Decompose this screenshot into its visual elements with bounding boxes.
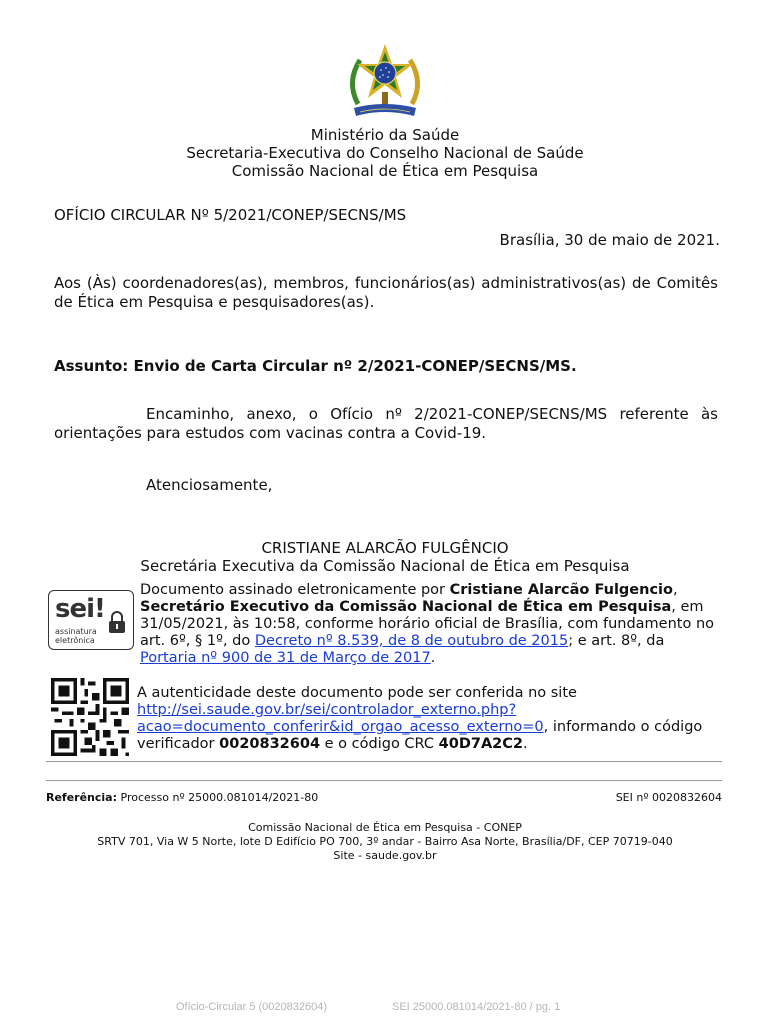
reference-label: Referência: <box>46 791 118 804</box>
reference-line <box>46 791 318 805</box>
subject-line: Assunto: Envio de Carta Circular nº 2/2021-CONEP/SECNS/MS. <box>54 357 577 375</box>
sei-signature-badge <box>48 590 134 650</box>
signer-name-bold: Cristiane Alarcão Fulgencio <box>449 582 673 598</box>
page-footer-document: Ofício-Circular 5 (0020832604) <box>176 1001 328 1013</box>
signer-name: CRISTIANE ALARCÃO FULGÊNCIO <box>261 539 509 557</box>
verification-code: 0020832604 <box>219 736 321 752</box>
signer-role-bold: Secretário Executivo da Comissão Nacional de Ética em Pesquisa <box>140 599 672 615</box>
footer-address: SRTV 701, Via W 5 Norte, lote D Edifício PO 700, 3º andar - Bairro Asa Norte, Brasília/DF, CEP 70719-040 <box>97 835 673 848</box>
lock-icon <box>107 611 127 635</box>
verification-link[interactable] <box>137 702 544 735</box>
verification-link-line1: http://sei.saude.gov.br/sei/controlador_externo.php? <box>137 702 517 718</box>
closing-text: Atenciosamente, <box>146 476 273 494</box>
electronic-signature-text: Documento assinado eletronicamente por Cristiane Alarcão Fulgencio, Secretário Executivo da Comissão Nacional de Ética em Pesquisa, em 31/05/2021, às 10:58, conforme horário oficial de Brasília, com fundamento no art. 6º, § 1º, do Decreto nº 8.539, de 8 de outubro de 2015; e art. 8º, da Portaria nº 900 de 31 de Março de 2017. <box>140 582 715 666</box>
secretariat-name: Secretaria-Executiva do Conselho Nacional de Saúde <box>186 144 584 162</box>
decree-link[interactable]: Decreto nº 8.539, de 8 de outubro de 2015 <box>254 633 569 649</box>
sei-logo: sei! <box>55 594 105 624</box>
ribbon-banner <box>354 104 416 116</box>
signer-role: Secretária Executiva da Comissão Nacional de Ética em Pesquisa <box>140 557 630 575</box>
qr-code <box>48 678 132 756</box>
footer-commission: Comissão Nacional de Ética em Pesquisa - CONEP <box>248 821 522 834</box>
authenticity-text: A autenticidade deste documento pode ser conferida no site http://sei.saude.gov.br/sei/controlador_externo.php? acao=documento_conferir&id_orgao_acesso_externo=0, informando o código verificador 0020832604 e o código CRC 40D7A2C2. <box>137 685 703 752</box>
separator-line-2 <box>46 780 722 781</box>
verification-link-line2: acao=documento_conferir&id_orgao_acesso_externo=0 <box>137 719 544 735</box>
ministry-name: Ministério da Saúde <box>310 126 460 144</box>
ordinance-link[interactable]: Portaria nº 900 de 31 de Março de 2017 <box>140 650 431 666</box>
office-number: OFÍCIO CIRCULAR Nº 5/2021/CONEP/SECNS/MS <box>54 206 407 224</box>
commission-name: Comissão Nacional de Ética em Pesquisa <box>231 162 539 180</box>
sei-badge-caption: assinatura eletrônica <box>55 627 97 645</box>
recipients-paragraph: Aos (Às) coordenadores(as), membros, funcionários(as) administrativos(as) de Comitês de Ética em Pesquisa e pesquisadores(as). <box>54 274 718 311</box>
separator-line <box>46 761 722 762</box>
body-paragraph: Encaminho, anexo, o Ofício nº 2/2021-CONEP/SECNS/MS referente às orientações para estudos com vacinas contra a Covid-19. <box>54 405 718 442</box>
page-footer-process: SEI 25000.081014/2021-80 / pg. 1 <box>392 1001 561 1013</box>
date-line: Brasília, 30 de maio de 2021. <box>499 231 720 249</box>
sei-number: SEI nº 0020832604 <box>615 791 722 804</box>
footer-site: Site - saude.gov.br <box>333 849 437 862</box>
coat-of-arms-emblem <box>340 42 430 124</box>
crc-code: 40D7A2C2 <box>438 736 523 752</box>
process-number: Processo nº 25000.081014/2021-80 <box>117 791 319 804</box>
